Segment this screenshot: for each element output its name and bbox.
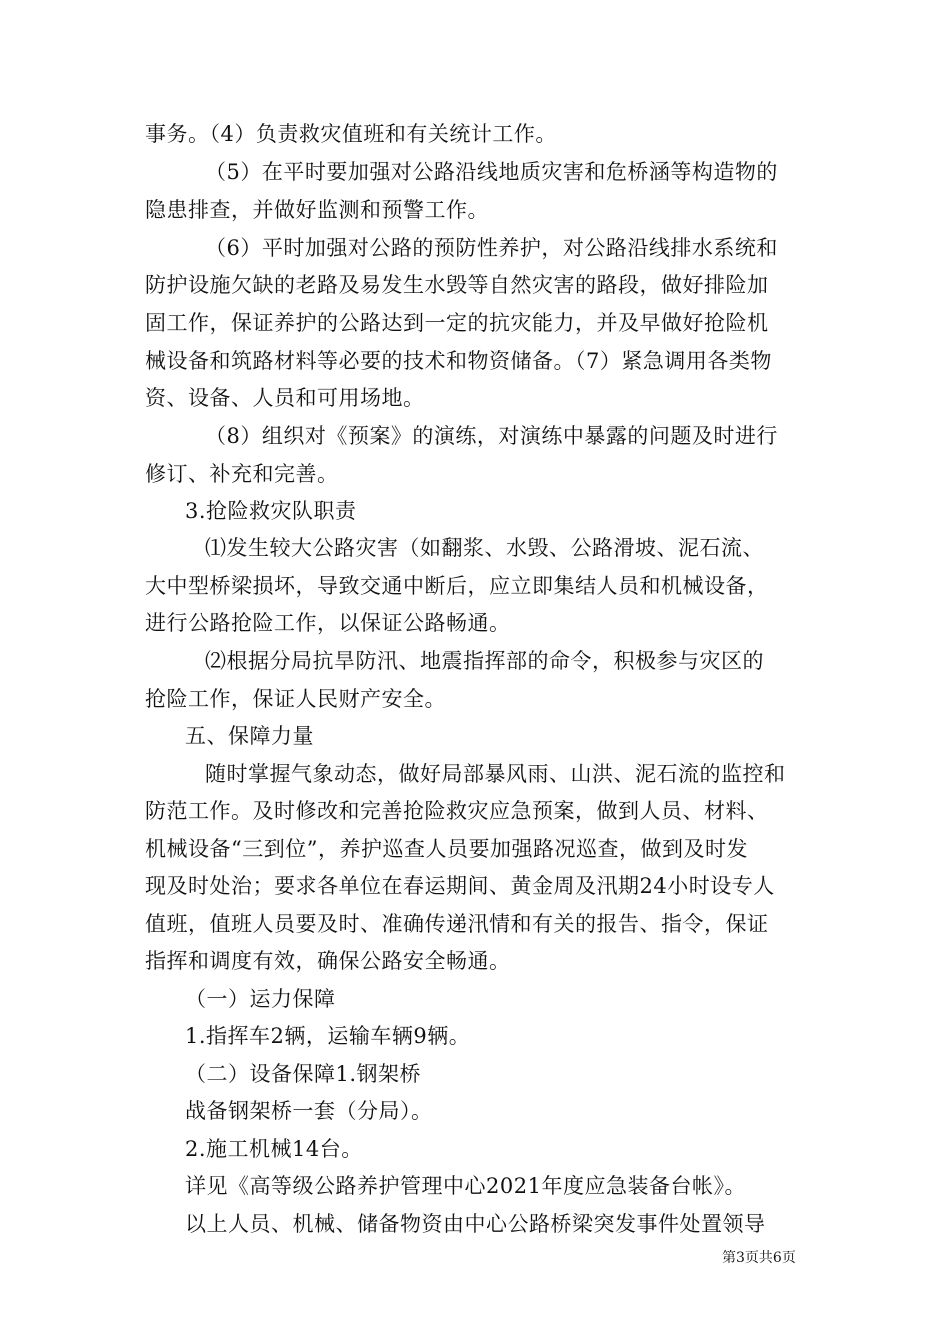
text-line: 指挥和调度有效，确保公路安全畅通。 [145, 949, 511, 973]
subsection-heading: （二）设备保障1.钢架桥 [185, 1062, 422, 1086]
text-line: （6）平时加强对公路的预防性养护，对公路沿线排水系统和 [205, 236, 778, 260]
text-line: 现及时处治；要求各单位在春运期间、黄金周及汛期24小时设专人 [145, 874, 775, 898]
text-line: 械设备和筑路材料等必要的技术和物资储备。（7）紧急调用各类物 [145, 349, 772, 373]
text-line: 以上人员、机械、储备物资由中心公路桥梁突发事件处置领导 [185, 1212, 766, 1236]
text-line: 随时掌握气象动态，做好局部暴风雨、山洪、泥石流的监控和 [205, 762, 786, 786]
text-line: 防范工作。及时修改和完善抢险救灾应急预案，做到人员、材料、 [145, 799, 769, 823]
text-line: 1.指挥车2辆，运输车辆9辆。 [185, 1024, 471, 1048]
text-line: 资、设备、人员和可用场地。 [145, 386, 425, 410]
subsection-heading: （一）运力保障 [185, 987, 336, 1011]
page-number: 第3页共6页 [722, 1250, 796, 1266]
text-line: 2.施工机械14台。 [185, 1137, 363, 1161]
text-line: （5）在平时要加强对公路沿线地质灾害和危桥涵等构造物的 [205, 160, 778, 184]
text-line: ⑵根据分局抗旱防汛、地震指挥部的命令，积极参与灾区的 [205, 649, 764, 673]
text-line: 详见《高等级公路养护管理中心2021年度应急装备台帐》。 [185, 1174, 746, 1198]
section-heading: 3.抢险救灾队职责 [185, 499, 357, 523]
text-line: 事务。（4）负责救灾值班和有关统计工作。 [145, 122, 557, 146]
section-heading: 五、保障力量 [185, 724, 314, 748]
text-line: 进行公路抢险工作，以保证公路畅通。 [145, 611, 511, 635]
text-line: （8）组织对《预案》的演练，对演练中暴露的问题及时进行 [205, 424, 778, 448]
text-line: ⑴发生较大公路灾害（如翻浆、水毁、公路滑坡、泥石流、 [205, 536, 764, 560]
text-line: 大中型桥梁损坏，导致交通中断后，应立即集结人员和机械设备， [145, 574, 769, 598]
text-line: 修订、补充和完善。 [145, 462, 339, 486]
text-line: 隐患排查，并做好监测和预警工作。 [145, 198, 489, 222]
text-line: 战备钢架桥一套（分局）。 [185, 1099, 433, 1123]
text-line: 值班，值班人员要及时、准确传递汛情和有关的报告、指令，保证 [145, 912, 769, 936]
text-line: 抢险工作，保证人民财产安全。 [145, 687, 446, 711]
text-line: 机械设备“三到位”，养护巡查人员要加强路况巡查，做到及时发 [145, 837, 748, 861]
text-line: 固工作，保证养护的公路达到一定的抗灾能力，并及早做好抢险机 [145, 311, 769, 335]
text-line: 防护设施欠缺的老路及易发生水毁等自然灾害的路段，做好排险加 [145, 273, 769, 297]
